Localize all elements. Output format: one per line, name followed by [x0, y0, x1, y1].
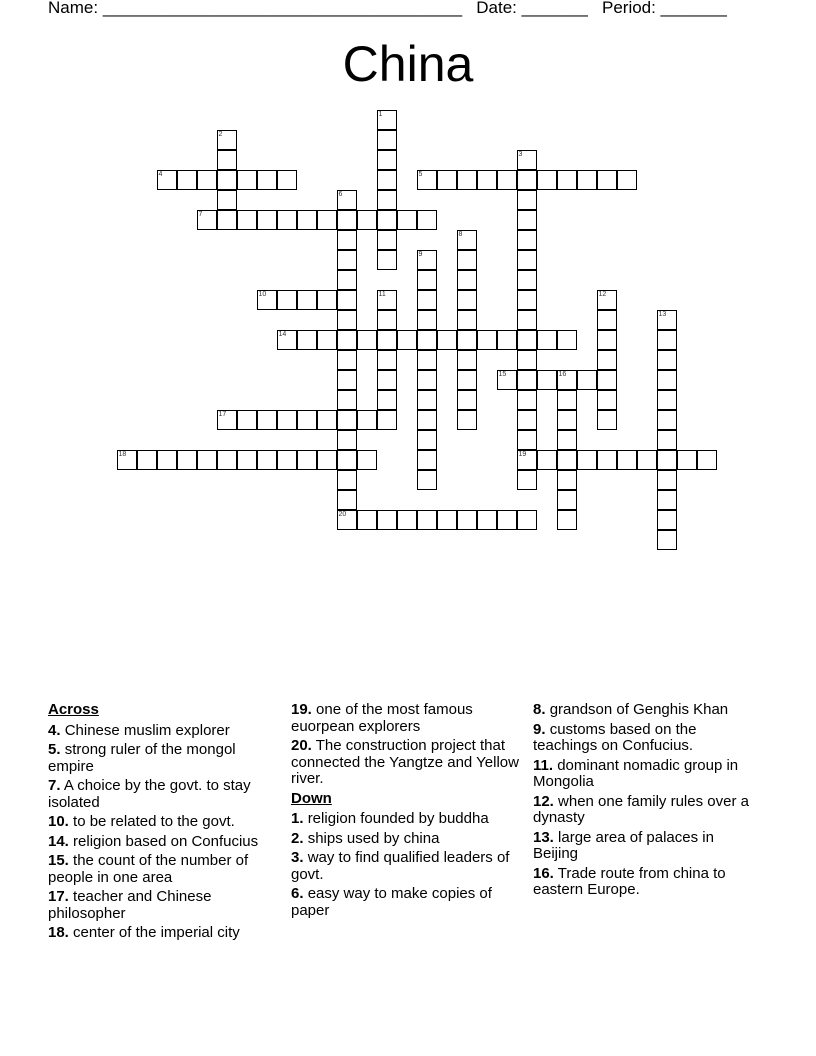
across-heading: Across	[48, 701, 99, 718]
grid-cell[interactable]	[677, 450, 697, 470]
grid-cell[interactable]	[377, 310, 397, 330]
grid-cell[interactable]	[517, 330, 537, 350]
across-clue	[48, 925, 278, 942]
grid-cell[interactable]	[597, 350, 617, 370]
grid-cell[interactable]	[557, 430, 577, 450]
clue-number: 8.	[533, 701, 546, 718]
across-clue	[291, 702, 521, 735]
grid-cell[interactable]	[357, 330, 377, 350]
down-clue	[533, 702, 763, 719]
clue-number: 2.	[291, 829, 304, 847]
grid-cell[interactable]	[457, 390, 477, 410]
grid-cell[interactable]	[697, 450, 717, 470]
clue-number: 5	[418, 170, 423, 178]
grid-cell[interactable]	[377, 190, 397, 210]
grid-cell[interactable]	[217, 410, 237, 430]
across-clue	[48, 723, 278, 740]
grid-cell[interactable]	[457, 370, 477, 390]
grid-cell[interactable]	[137, 450, 157, 470]
grid-cell[interactable]	[417, 450, 437, 470]
clue-number: 9.	[533, 720, 546, 738]
clue-number: 9	[418, 250, 423, 258]
clues-column-2	[291, 702, 521, 922]
grid-cell[interactable]	[337, 250, 357, 270]
grid-cell[interactable]	[337, 270, 357, 290]
clue-number: 3	[518, 150, 523, 158]
grid-cell[interactable]	[497, 370, 517, 390]
grid-cell[interactable]	[657, 450, 677, 470]
grid-cell[interactable]	[557, 490, 577, 510]
down-clue	[291, 811, 521, 828]
grid-cell[interactable]	[457, 290, 477, 310]
grid-cell[interactable]	[297, 410, 317, 430]
grid-cell[interactable]	[217, 210, 237, 230]
grid-cell[interactable]	[197, 210, 217, 230]
clue-text: strong ruler of the mongol empire	[48, 741, 236, 775]
grid-cell[interactable]	[297, 290, 317, 310]
grid-cell[interactable]	[457, 170, 477, 190]
across-clue	[48, 853, 278, 886]
grid-cell[interactable]	[557, 470, 577, 490]
grid-cell[interactable]	[657, 430, 677, 450]
clue-number: 16.	[533, 864, 554, 882]
grid-cell[interactable]	[377, 170, 397, 190]
clue-number: 8	[458, 230, 463, 238]
grid-cell[interactable]	[377, 250, 397, 270]
clue-text: ships used by china	[307, 829, 440, 847]
clue-number: 16	[558, 370, 567, 378]
grid-cell[interactable]	[517, 510, 537, 530]
date-label: Date:	[476, 0, 517, 17]
grid-cell[interactable]	[257, 290, 277, 310]
grid-cell[interactable]	[337, 470, 357, 490]
grid-cell[interactable]	[517, 390, 537, 410]
grid-cell[interactable]	[517, 250, 537, 270]
down-clue	[291, 886, 521, 919]
grid-cell[interactable]	[617, 170, 637, 190]
clue-number: 14	[278, 330, 287, 338]
name-label: Name:	[48, 0, 99, 17]
grid-cell[interactable]	[157, 450, 177, 470]
grid-cell[interactable]	[357, 510, 377, 530]
grid-cell[interactable]	[517, 290, 537, 310]
grid-cell[interactable]	[537, 170, 557, 190]
grid-cell[interactable]	[557, 410, 577, 430]
date-blank[interactable]: _______	[521, 0, 588, 17]
across-clue	[291, 738, 521, 788]
grid-cell[interactable]	[477, 510, 497, 530]
clue-number: 11.	[533, 756, 554, 774]
down-clue	[533, 794, 763, 827]
grid-cell[interactable]	[377, 210, 397, 230]
grid-cell[interactable]	[417, 510, 437, 530]
grid-cell[interactable]	[337, 390, 357, 410]
grid-cell[interactable]	[417, 310, 437, 330]
grid-cell[interactable]	[177, 450, 197, 470]
grid-cell[interactable]	[417, 250, 437, 270]
clue-number: 18.	[48, 924, 69, 941]
grid-cell[interactable]	[277, 290, 297, 310]
grid-cell[interactable]	[297, 210, 317, 230]
grid-cell[interactable]	[337, 310, 357, 330]
grid-cell[interactable]	[357, 410, 377, 430]
grid-cell[interactable]	[317, 210, 337, 230]
grid-cell[interactable]	[457, 270, 477, 290]
clue-text: religion based on Confucius	[73, 832, 259, 850]
down-clue	[291, 831, 521, 848]
grid-cell[interactable]	[657, 370, 677, 390]
grid-cell[interactable]	[517, 210, 537, 230]
grid-cell[interactable]	[317, 330, 337, 350]
name-blank[interactable]: ______________________________________	[102, 0, 463, 17]
grid-cell[interactable]	[497, 510, 517, 530]
grid-cell[interactable]	[397, 330, 417, 350]
clue-text: way to find qualified leaders of govt.	[291, 849, 510, 883]
grid-cell[interactable]	[437, 510, 457, 530]
grid-cell[interactable]	[337, 190, 357, 210]
grid-cell[interactable]	[557, 450, 577, 470]
across-clue	[48, 889, 278, 922]
grid-cell[interactable]	[417, 470, 437, 490]
grid-cell[interactable]	[337, 350, 357, 370]
grid-cell[interactable]	[517, 270, 537, 290]
grid-cell[interactable]	[337, 230, 357, 250]
clue-number: 19.	[291, 701, 312, 718]
clue-number: 11	[378, 290, 386, 298]
grid-cell[interactable]	[217, 130, 237, 150]
grid-cell[interactable]	[557, 390, 577, 410]
clue-text: to be related to the govt.	[73, 813, 235, 830]
grid-cell[interactable]	[537, 370, 557, 390]
clue-number: 10	[258, 290, 267, 298]
grid-cell[interactable]	[597, 390, 617, 410]
grid-cell[interactable]	[557, 170, 577, 190]
grid-cell[interactable]	[377, 370, 397, 390]
grid-cell[interactable]	[557, 370, 577, 390]
grid-cell[interactable]	[417, 270, 437, 290]
clue-number: 7.	[48, 777, 61, 794]
grid-cell[interactable]	[597, 170, 617, 190]
grid-cell[interactable]	[657, 390, 677, 410]
clue-text: customs based on the teachings on Confucius.	[533, 720, 697, 754]
clue-text: teacher and Chinese philosopher	[48, 888, 212, 922]
grid-cell[interactable]	[277, 210, 297, 230]
grid-cell[interactable]	[657, 530, 677, 550]
grid-cell[interactable]	[577, 450, 597, 470]
grid-cell[interactable]	[237, 210, 257, 230]
grid-cell[interactable]	[297, 450, 317, 470]
across-clue	[48, 778, 278, 811]
clue-number: 13.	[533, 828, 554, 846]
grid-cell[interactable]	[657, 350, 677, 370]
grid-cell[interactable]	[457, 230, 477, 250]
grid-cell[interactable]	[377, 150, 397, 170]
grid-cell[interactable]	[517, 410, 537, 430]
grid-cell[interactable]	[297, 330, 317, 350]
grid-cell[interactable]	[317, 410, 337, 430]
grid-cell[interactable]	[657, 410, 677, 430]
grid-cell[interactable]	[177, 170, 197, 190]
clue-number: 7	[198, 210, 203, 218]
grid-cell[interactable]	[337, 330, 357, 350]
grid-cell[interactable]	[497, 170, 517, 190]
grid-cell[interactable]	[557, 330, 577, 350]
grid-cell[interactable]	[617, 450, 637, 470]
grid-cell[interactable]	[377, 330, 397, 350]
grid-cell[interactable]	[277, 410, 297, 430]
clue-text: Chinese muslim explorer	[64, 721, 230, 739]
grid-cell[interactable]	[417, 430, 437, 450]
grid-cell[interactable]	[517, 310, 537, 330]
clue-text: one of the most famous euorpean explorers	[291, 701, 473, 735]
grid-cell[interactable]	[377, 230, 397, 250]
clue-number: 10.	[48, 813, 69, 830]
grid-cell[interactable]	[337, 430, 357, 450]
grid-cell[interactable]	[457, 250, 477, 270]
down-clue	[533, 722, 763, 755]
clue-text: dominant nomadic group in Mongolia	[533, 756, 739, 790]
grid-cell[interactable]	[197, 170, 217, 190]
grid-cell[interactable]	[517, 370, 537, 390]
grid-cell[interactable]	[517, 470, 537, 490]
down-clue	[533, 830, 763, 863]
grid-cell[interactable]	[417, 370, 437, 390]
down-clue	[533, 866, 763, 899]
grid-cell[interactable]	[517, 230, 537, 250]
clue-number: 1	[378, 110, 383, 118]
grid-cell[interactable]	[597, 370, 617, 390]
grid-cell[interactable]	[657, 470, 677, 490]
grid-cell[interactable]	[597, 330, 617, 350]
clue-number: 20	[338, 510, 347, 518]
grid-cell[interactable]	[277, 170, 297, 190]
clue-number: 12	[598, 290, 607, 298]
grid-cell[interactable]	[237, 450, 257, 470]
grid-cell[interactable]	[397, 510, 417, 530]
grid-cell[interactable]	[457, 350, 477, 370]
grid-cell[interactable]	[337, 410, 357, 430]
grid-cell[interactable]	[337, 510, 357, 530]
clue-text: easy way to make copies of paper	[291, 885, 492, 919]
grid-cell[interactable]	[377, 350, 397, 370]
grid-cell[interactable]	[457, 510, 477, 530]
grid-cell[interactable]	[377, 510, 397, 530]
grid-cell[interactable]	[337, 370, 357, 390]
grid-cell[interactable]	[457, 310, 477, 330]
grid-cell[interactable]	[377, 130, 397, 150]
grid-cell[interactable]	[337, 450, 357, 470]
across-clue	[48, 814, 278, 831]
grid-cell[interactable]	[417, 410, 437, 430]
clue-number: 4.	[48, 721, 61, 739]
down-heading: Down	[291, 789, 332, 807]
clue-number: 14.	[48, 832, 69, 850]
grid-cell[interactable]	[377, 110, 397, 130]
grid-cell[interactable]	[417, 170, 437, 190]
grid-cell[interactable]	[377, 390, 397, 410]
grid-cell[interactable]	[317, 450, 337, 470]
grid-cell[interactable]	[657, 510, 677, 530]
grid-cell[interactable]	[477, 170, 497, 190]
grid-cell[interactable]	[157, 170, 177, 190]
across-clue	[48, 742, 278, 775]
grid-cell[interactable]	[517, 450, 537, 470]
grid-cell[interactable]	[517, 150, 537, 170]
clue-number: 12.	[533, 792, 554, 810]
grid-cell[interactable]	[657, 330, 677, 350]
grid-cell[interactable]	[357, 210, 377, 230]
grid-cell[interactable]	[217, 170, 237, 190]
grid-cell[interactable]	[537, 450, 557, 470]
grid-cell[interactable]	[377, 410, 397, 430]
grid-cell[interactable]	[457, 410, 477, 430]
clue-number: 17.	[48, 888, 69, 905]
down-clue	[291, 850, 521, 883]
grid-cell[interactable]	[577, 170, 597, 190]
grid-cell[interactable]	[277, 330, 297, 350]
grid-cell[interactable]	[217, 150, 237, 170]
clue-text: center of the imperial city	[73, 924, 240, 941]
grid-cell[interactable]	[277, 450, 297, 470]
clue-number: 13	[658, 310, 667, 318]
grid-cell[interactable]	[237, 170, 257, 190]
grid-cell[interactable]	[417, 330, 437, 350]
grid-cell[interactable]	[517, 190, 537, 210]
clue-text: A choice by the govt. to stay isolated	[48, 777, 251, 811]
grid-cell[interactable]	[637, 450, 657, 470]
grid-cell[interactable]	[537, 330, 557, 350]
grid-cell[interactable]	[597, 450, 617, 470]
period-blank[interactable]: _______	[660, 0, 727, 17]
clue-text: large area of palaces in Beijing	[533, 828, 714, 862]
grid-cell[interactable]	[377, 290, 397, 310]
clue-text: when one family rules over a dynasty	[533, 792, 749, 826]
grid-cell[interactable]	[257, 450, 277, 470]
clue-number: 17	[218, 410, 227, 418]
grid-cell[interactable]	[437, 330, 457, 350]
grid-cell[interactable]	[237, 410, 257, 430]
clue-number: 18	[118, 450, 127, 458]
grid-cell[interactable]	[257, 410, 277, 430]
grid-cell[interactable]	[577, 370, 597, 390]
page-title: China	[342, 36, 474, 92]
grid-cell[interactable]	[217, 450, 237, 470]
clue-text: religion founded by buddha	[307, 810, 489, 827]
clue-text: Trade route from china to eastern Europe.	[533, 864, 726, 898]
down-clue	[533, 758, 763, 791]
clue-text: the count of the number of people in one area	[48, 852, 249, 886]
clue-number: 15.	[48, 852, 69, 869]
grid-cell[interactable]	[397, 210, 417, 230]
clue-number: 15	[498, 370, 507, 378]
grid-cell[interactable]	[417, 390, 437, 410]
clue-number: 4	[158, 170, 163, 178]
grid-cell[interactable]	[437, 170, 457, 190]
grid-cell[interactable]	[517, 350, 537, 370]
grid-cell[interactable]	[457, 330, 477, 350]
grid-cell[interactable]	[517, 430, 537, 450]
clues-column-1	[48, 702, 278, 945]
grid-cell[interactable]	[357, 450, 377, 470]
clue-number: 20.	[291, 737, 312, 754]
grid-cell[interactable]	[657, 310, 677, 330]
clue-text: The construction project that connected the Yangtze and Yellow river.	[291, 737, 519, 787]
clue-number: 6	[338, 190, 343, 198]
grid-cell[interactable]	[657, 490, 677, 510]
grid-cell[interactable]	[417, 210, 437, 230]
grid-cell[interactable]	[597, 310, 617, 330]
grid-cell[interactable]	[417, 290, 437, 310]
grid-cell[interactable]	[497, 330, 517, 350]
grid-cell[interactable]	[517, 170, 537, 190]
grid-cell[interactable]	[597, 290, 617, 310]
across-clue	[48, 834, 278, 851]
grid-cell[interactable]	[337, 290, 357, 310]
period-label: Period:	[602, 0, 656, 17]
clue-number: 3.	[291, 849, 304, 866]
grid-cell[interactable]	[257, 210, 277, 230]
grid-cell[interactable]	[337, 210, 357, 230]
grid-cell[interactable]	[417, 350, 437, 370]
grid-cell[interactable]	[217, 190, 237, 210]
grid-cell[interactable]	[337, 490, 357, 510]
grid-cell[interactable]	[197, 450, 217, 470]
clue-number: 19	[518, 450, 527, 458]
clues-column-3	[533, 702, 763, 902]
grid-cell[interactable]	[317, 290, 337, 310]
clue-number: 6.	[291, 885, 304, 902]
grid-cell[interactable]	[477, 330, 497, 350]
clue-number: 5.	[48, 741, 61, 758]
clue-number: 1.	[291, 810, 304, 827]
grid-cell[interactable]	[557, 510, 577, 530]
grid-cell[interactable]	[117, 450, 137, 470]
grid-cell[interactable]	[257, 170, 277, 190]
grid-cell[interactable]	[597, 410, 617, 430]
clue-number: 2	[218, 130, 223, 138]
clue-text: grandson of Genghis Khan	[549, 701, 729, 718]
